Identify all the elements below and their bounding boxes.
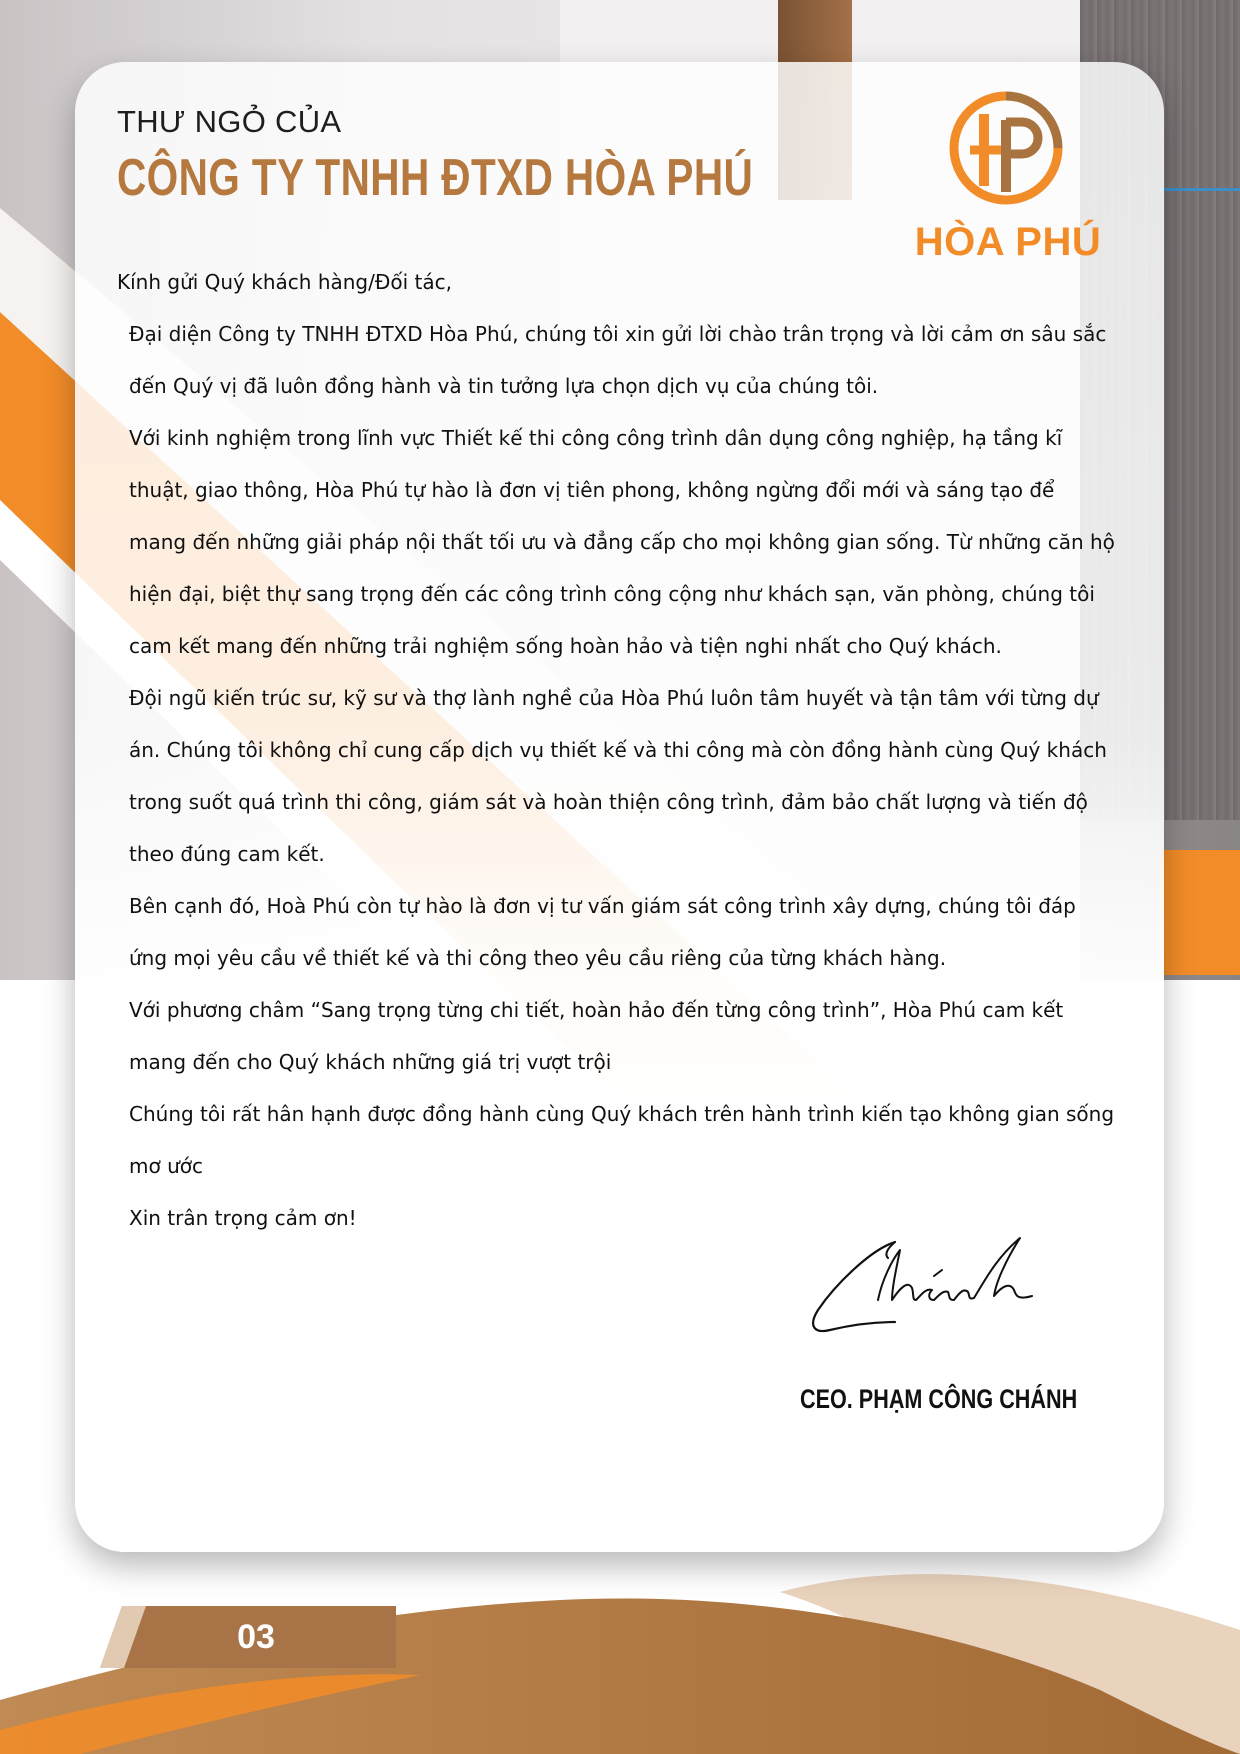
- brand-name: HÒA PHÚ: [914, 220, 1102, 264]
- company-name-heading: CÔNG TY TNHH ĐTXD HÒA PHÚ: [117, 149, 754, 207]
- letter-paragraph: Đại diện Công ty TNHH ĐTXD Hòa Phú, chúng tôi xin gửi lời chào trân trọng và lời cảm ơn sâu sắc đến Quý vị đã luôn đồng hành và tin tưởng lựa chọn dịch vụ của chúng tôi.: [129, 322, 1107, 398]
- letter-paragraph: Chúng tôi rất hân hạnh được đồng hành cùng Quý khách trên hành trình kiến tạo không gian sống mơ ước: [129, 1102, 1115, 1178]
- letter-body: [117, 256, 1117, 1244]
- letter-paragraph: Với kinh nghiệm trong lĩnh vực Thiết kế thi công công trình dân dụng công nghiệp, hạ tầng kĩ thuật, giao thông, Hòa Phú tự hào là đơn vị tiên phong, không ngừng đổi mới và sáng tạo để mang đến những giải pháp nội thất tối ưu và đẳng cấp cho mọi không gian sống. Từ những căn hộ hiện đại, biệt thự sang trọng đến các công trình công cộng như khách sạn, văn phòng, chúng tôi cam kết mang đến những trải nghiệm sống hoàn hảo và tiện nghi nhất cho Quý khách.: [129, 426, 1115, 658]
- letter-closing: Xin trân trọng cảm ơn!: [129, 1206, 357, 1230]
- letter-paragraph: Với phương châm “Sang trọng từng chi tiết, hoàn hảo đến từng công trình”, Hòa Phú cam kết mang đến cho Quý khách những giá trị vượt trội: [129, 998, 1064, 1074]
- letter-kicker: THƯ NGỎ CỦA: [117, 104, 342, 139]
- hoa-phu-monogram-icon: [948, 90, 1064, 206]
- ceo-signature: [800, 1230, 1040, 1340]
- letter-paragraph: Đội ngũ kiến trúc sư, kỹ sư và thợ lành nghề của Hòa Phú luôn tâm huyết và tận tâm với từng dự án. Chúng tôi không chỉ cung cấp dịch vụ thiết kế và thi công mà còn đồng hành cùng Quý khách trong suốt quá trình thi công, giám sát và hoàn thiện công trình, đảm bảo chất lượng và tiến độ theo đúng cam kết.: [129, 686, 1107, 866]
- signer-name: CEO. PHẠM CÔNG CHÁNH: [800, 1384, 1078, 1414]
- letter-greeting: Kính gửi Quý khách hàng/Đối tác,: [117, 270, 452, 294]
- letter-paragraph: Bên cạnh đó, Hoà Phú còn tự hào là đơn vị tư vấn giám sát công trình xây dựng, chúng tôi đáp ứng mọi yêu cầu về thiết kế và thi công theo yêu cầu riêng của từng khách hàng.: [129, 894, 1076, 970]
- page-number: 03: [237, 1618, 275, 1656]
